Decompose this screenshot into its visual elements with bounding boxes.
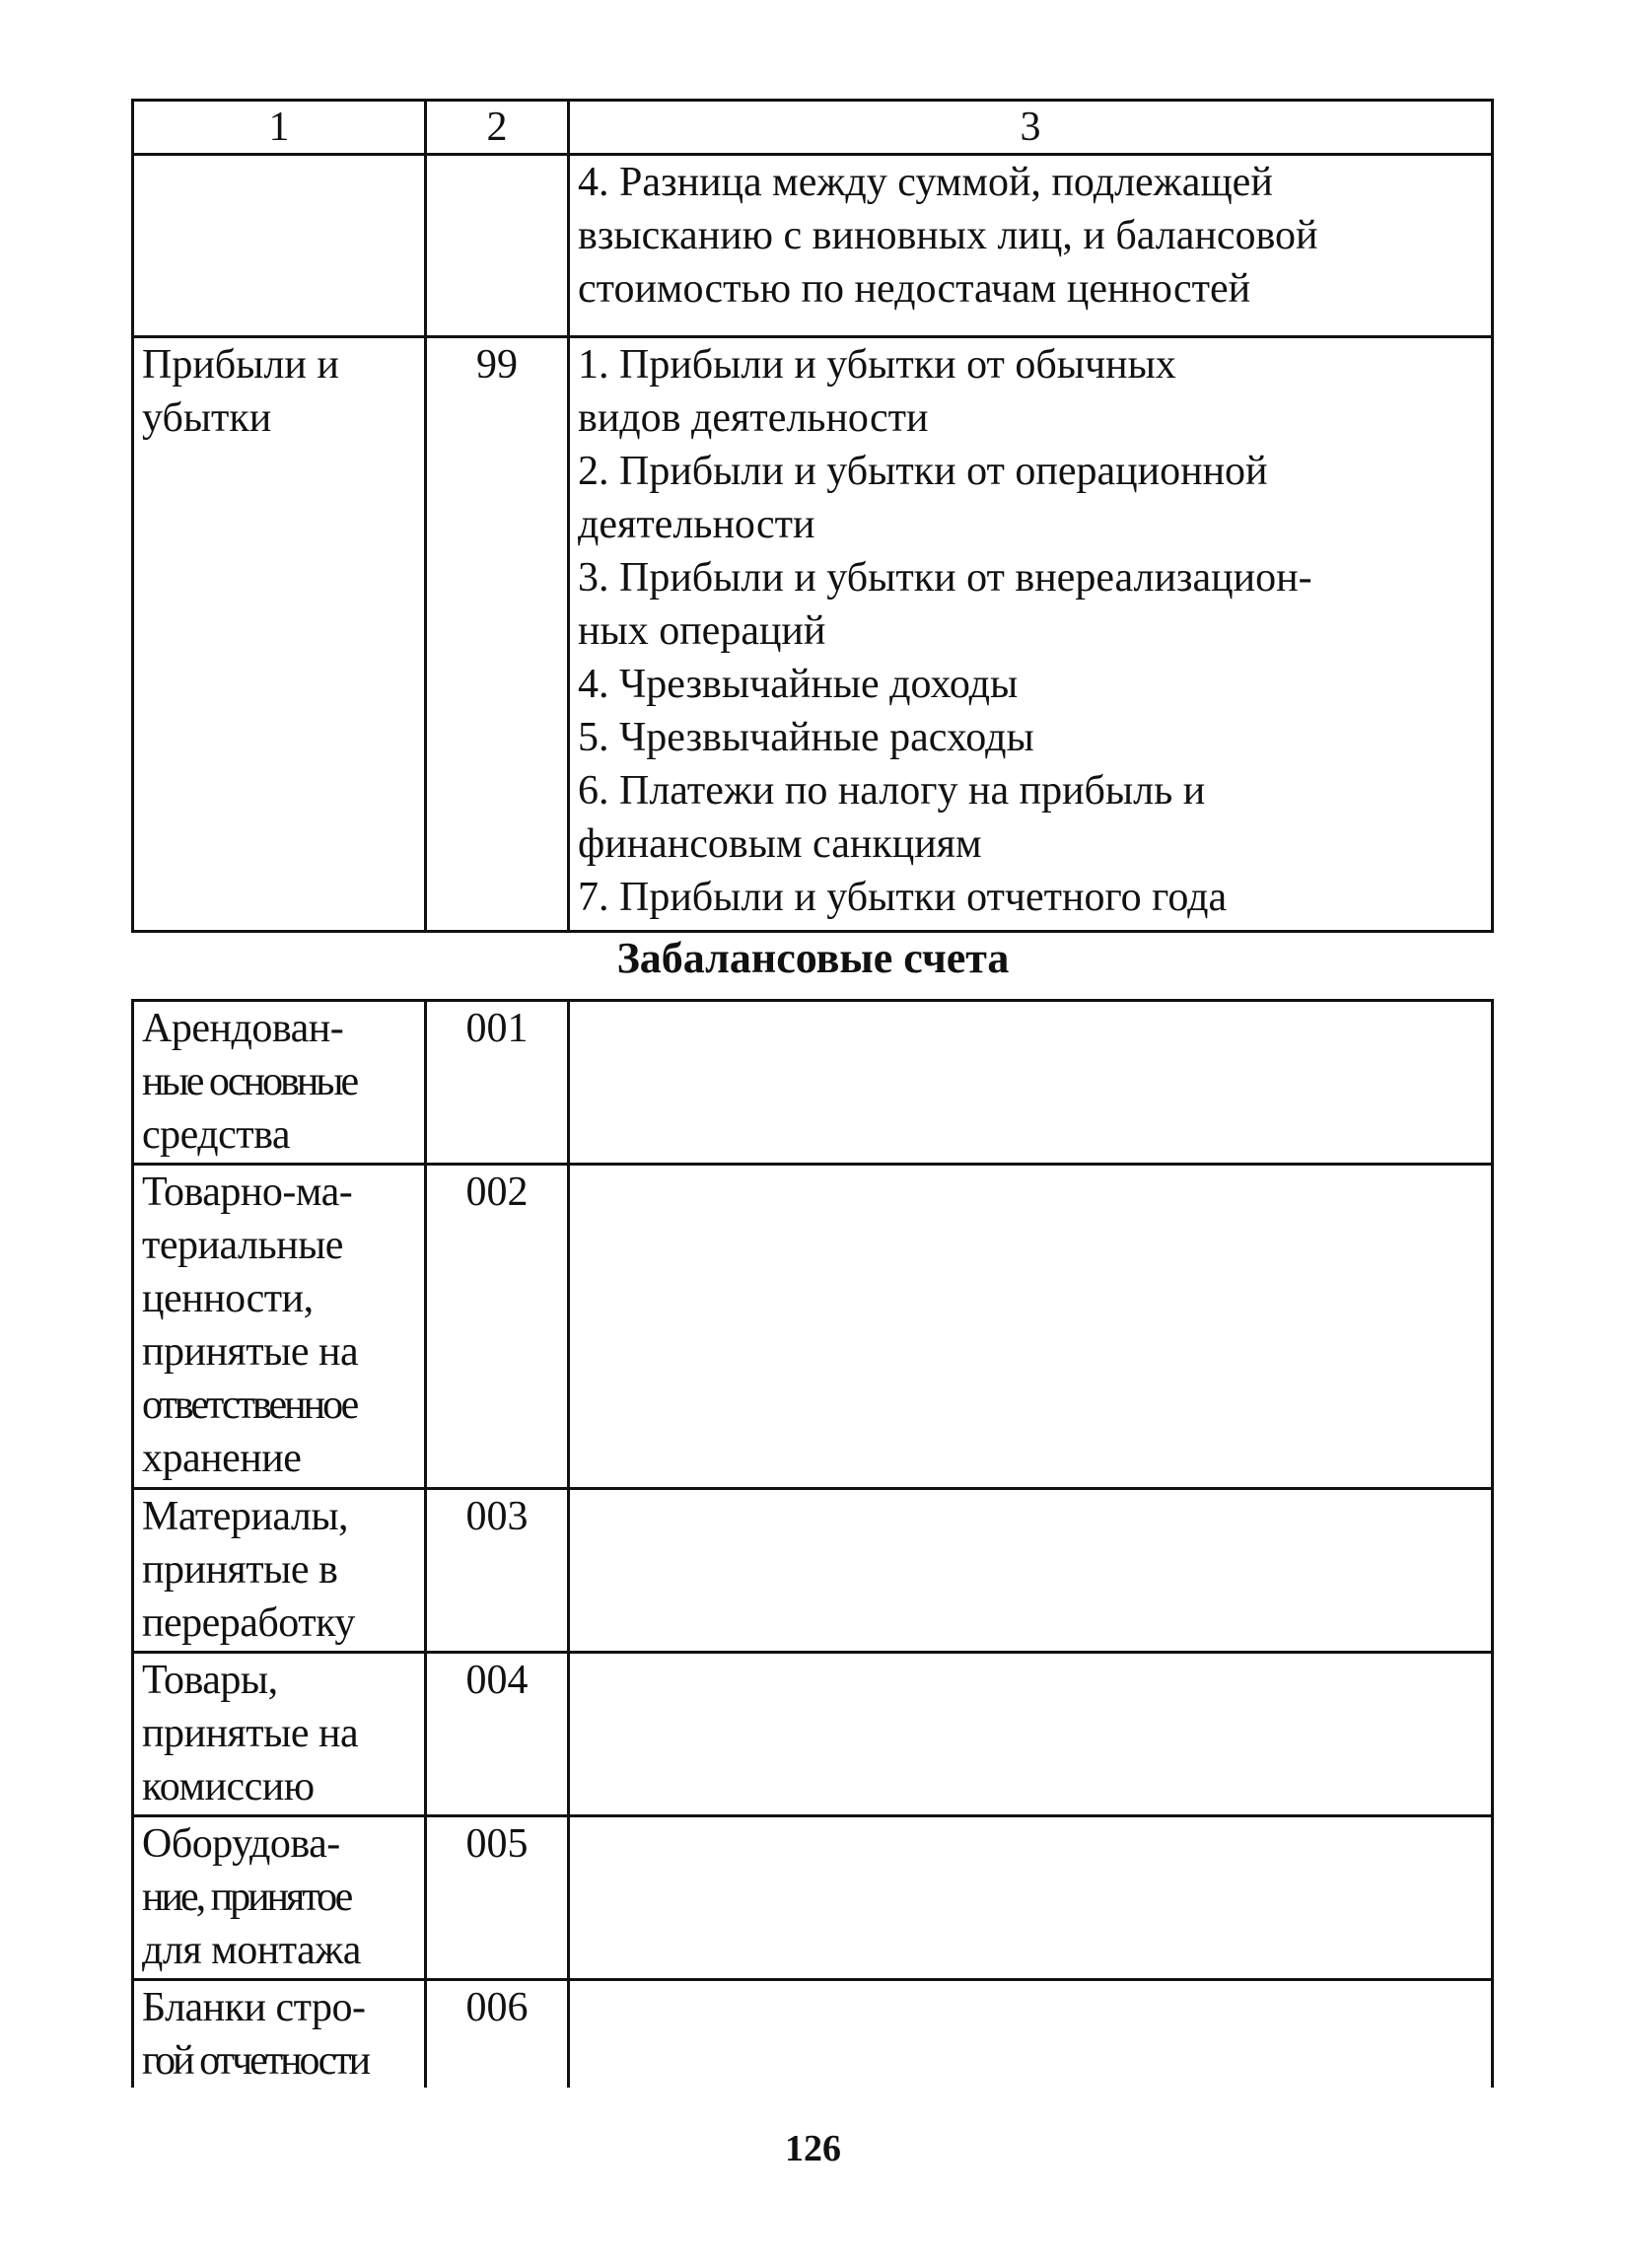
- account-name-line: для монтажа: [142, 1928, 361, 1973]
- account-name-line: Бланки стро-: [142, 1985, 366, 2030]
- description-cell: [569, 1489, 1493, 1653]
- account-name-cell: [133, 1001, 426, 1165]
- table-row: [133, 1980, 1493, 2089]
- account-code-cell: 003: [426, 1489, 569, 1653]
- account-name-line: средства: [142, 1112, 291, 1158]
- account-name-line: ние, принятое: [142, 1875, 351, 1920]
- table-row: [133, 1489, 1493, 1653]
- account-name-cell: [133, 1653, 426, 1816]
- column-number-2: 2: [426, 101, 569, 155]
- account-name-line: переработку: [142, 1600, 355, 1646]
- off-balance-accounts-table: [131, 999, 1494, 2088]
- account-name-line: Материалы,: [142, 1494, 349, 1539]
- subaccount-line: деятельности: [578, 502, 815, 547]
- account-name-line: принятые на: [142, 1329, 359, 1375]
- account-code-cell: 002: [426, 1165, 569, 1489]
- subaccount-line: 1. Прибыли и убытки от обычных: [578, 342, 1176, 388]
- account-name-line: убытки: [142, 395, 272, 441]
- table-row: [133, 1165, 1493, 1489]
- account-name-cell: [133, 1489, 426, 1653]
- account-code-cell: 001: [426, 1001, 569, 1165]
- account-name-line: Прибыли и: [142, 342, 339, 388]
- subaccount-line: стоимостью по недостачам ценностей: [578, 266, 1251, 312]
- column-number-3: 3: [569, 101, 1493, 155]
- account-name-line: Оборудова-: [142, 1821, 340, 1867]
- subaccount-line: 4. Разница между суммой, подлежащей: [578, 160, 1273, 205]
- account-name-line: Арендован-: [142, 1006, 344, 1051]
- account-name-line: ные основные: [142, 1059, 357, 1104]
- account-code-cell: 99: [426, 337, 569, 932]
- table-header-row: [133, 101, 1493, 155]
- account-name-cell: [133, 1980, 426, 2089]
- subaccounts-cell: [569, 337, 1493, 932]
- column-number-1: 1: [133, 101, 426, 155]
- subaccount-line: 6. Платежи по налогу на прибыль и: [578, 768, 1206, 814]
- account-name-cell: [133, 155, 426, 337]
- subaccount-line: взысканию с виновных лиц, и балансовой: [578, 213, 1318, 258]
- subaccount-line: видов деятельности: [578, 395, 929, 441]
- table-row: [133, 1816, 1493, 1980]
- table-row: [133, 1653, 1493, 1816]
- subaccount-line: 2. Прибыли и убытки от операционной: [578, 449, 1268, 494]
- account-name-cell: [133, 1165, 426, 1489]
- account-name-line: гой отчетности: [142, 2038, 369, 2084]
- account-name-cell: [133, 1816, 426, 1980]
- account-code-cell: 004: [426, 1653, 569, 1816]
- account-name-line: хранение: [142, 1436, 302, 1481]
- account-name-line: ценности,: [142, 1276, 314, 1321]
- section-title: Забалансовые счета: [616, 934, 1010, 982]
- account-name-line: ответственное: [142, 1382, 357, 1428]
- account-name-line: комиссию: [142, 1764, 315, 1809]
- account-name-line: принятые на: [142, 1711, 359, 1756]
- account-name-line: Товары,: [142, 1658, 278, 1703]
- table-row: [133, 337, 1493, 932]
- account-name-line: териальные: [142, 1223, 343, 1268]
- account-code-cell: 005: [426, 1816, 569, 1980]
- description-cell: [569, 1001, 1493, 1165]
- table-row: [133, 155, 1493, 337]
- subaccounts-cell: [569, 155, 1493, 337]
- table-row: [133, 1001, 1493, 1165]
- subaccount-line: 3. Прибыли и убытки от внереализацион-: [578, 555, 1312, 601]
- description-cell: [569, 1816, 1493, 1980]
- account-name-line: Товарно-ма-: [142, 1169, 353, 1215]
- subaccount-line: 4. Чрезвычайные доходы: [578, 662, 1019, 707]
- subaccount-line: 7. Прибыли и убытки отчетного года: [578, 875, 1228, 920]
- description-cell: [569, 1980, 1493, 2089]
- subaccount-line: ных операций: [578, 608, 826, 654]
- page-number: 126: [785, 2128, 841, 2169]
- subaccount-line: 5. Чрезвычайные расходы: [578, 715, 1034, 760]
- description-cell: [569, 1653, 1493, 1816]
- account-code-cell: 006: [426, 1980, 569, 2089]
- account-name-cell: [133, 337, 426, 932]
- description-cell: [569, 1165, 1493, 1489]
- account-name-line: принятые в: [142, 1547, 338, 1593]
- chart-of-accounts-table: [131, 99, 1494, 933]
- subaccount-line: финансовым санкциям: [578, 821, 982, 867]
- account-code-cell: [426, 155, 569, 337]
